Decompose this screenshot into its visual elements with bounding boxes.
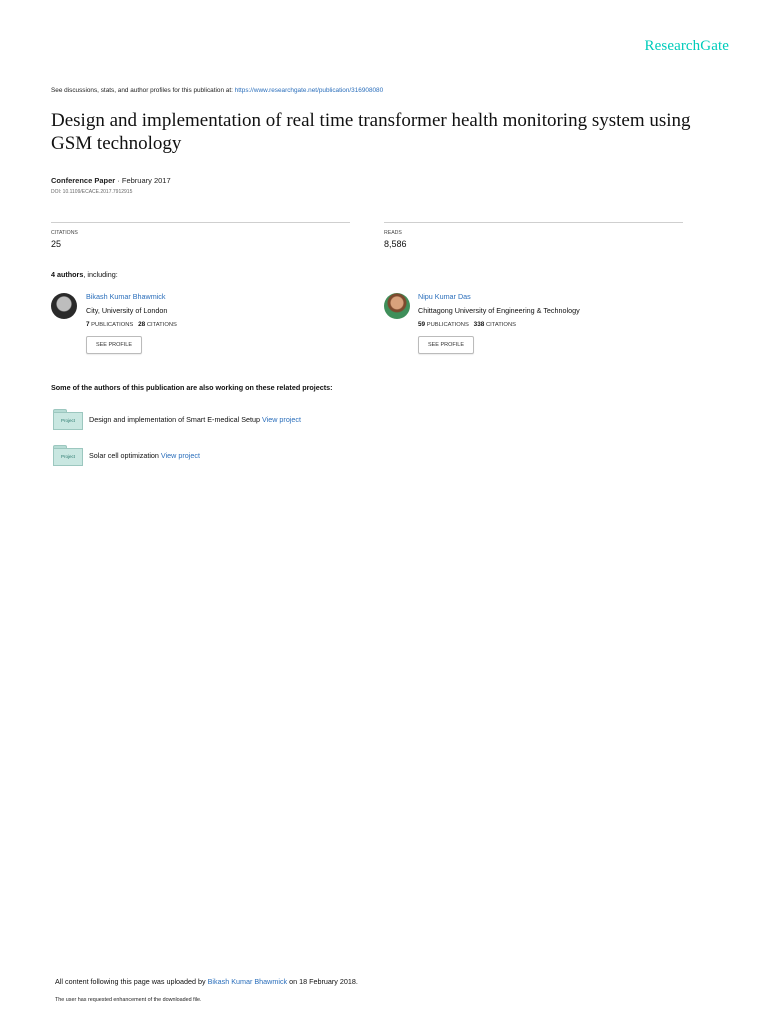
researchgate-logo[interactable]: ResearchGate bbox=[644, 38, 729, 54]
upload-note-prefix: All content following this page was uploaded by bbox=[55, 977, 208, 986]
publication-title: Design and implementation of real time transformer health monitoring system using GSM technology bbox=[51, 110, 691, 154]
authors-heading-suffix: , including: bbox=[83, 270, 118, 279]
author-stats bbox=[86, 321, 177, 328]
author-publications-count: 7 bbox=[86, 321, 90, 328]
publication-type: Conference Paper bbox=[51, 176, 116, 185]
author-affiliation: City, University of London bbox=[86, 306, 168, 315]
author-stats bbox=[418, 321, 516, 328]
author-publications-label: PUBLICATIONS bbox=[89, 322, 134, 328]
view-project-link[interactable]: View project bbox=[160, 451, 200, 460]
author-citations-label: CITATIONS bbox=[484, 322, 516, 328]
project-item bbox=[89, 451, 200, 460]
publication-url-link[interactable]: https://www.researchgate.net/publication/316908080 bbox=[234, 87, 384, 94]
related-projects-heading: Some of the authors of this publication are also working on these related projects: bbox=[51, 383, 333, 392]
folder-body: Project bbox=[53, 448, 83, 466]
citations-label: CITATIONS bbox=[51, 230, 78, 236]
publication-meta bbox=[51, 176, 171, 185]
publication-doi: DOI: 10.1109/ECACE.2017.7912915 bbox=[51, 189, 133, 195]
enhancement-note: The user has requested enhancement of the downloaded file. bbox=[55, 997, 202, 1003]
publication-date: · February 2017 bbox=[115, 176, 171, 185]
discussion-text: See discussions, stats, and author profiles for this publication at: bbox=[51, 87, 235, 94]
citations-count: 25 bbox=[51, 239, 62, 249]
author-affiliation: Chittagong University of Engineering & Technology bbox=[418, 306, 580, 315]
author-citations-label: CITATIONS bbox=[145, 322, 177, 328]
upload-note bbox=[55, 977, 358, 986]
authors-heading bbox=[51, 270, 118, 279]
folder-body: Project bbox=[53, 412, 83, 430]
discussion-line bbox=[51, 87, 383, 94]
project-name: Solar cell optimization bbox=[89, 451, 161, 460]
reads-count: 8,586 bbox=[384, 239, 407, 249]
see-profile-button[interactable]: SEE PROFILE bbox=[86, 336, 142, 354]
author-name-link[interactable]: Nipu Kumar Das bbox=[418, 292, 471, 301]
author-publications-count: 59 bbox=[418, 321, 426, 328]
author-avatar[interactable] bbox=[51, 293, 77, 319]
upload-note-suffix: on 18 February 2018. bbox=[287, 977, 358, 986]
uploader-link[interactable]: Bikash Kumar Bhawmick bbox=[207, 977, 288, 986]
reads-divider bbox=[384, 222, 683, 223]
project-item bbox=[89, 415, 301, 424]
see-profile-button[interactable]: SEE PROFILE bbox=[418, 336, 474, 354]
project-folder-icon[interactable] bbox=[53, 445, 83, 465]
citations-divider bbox=[51, 222, 350, 223]
project-name: Design and implementation of Smart E-medical Setup bbox=[89, 415, 262, 424]
reads-label: READS bbox=[384, 230, 402, 236]
author-citations-count: 338 bbox=[473, 321, 485, 328]
view-project-link[interactable]: View project bbox=[261, 415, 302, 424]
project-folder-icon[interactable] bbox=[53, 409, 83, 429]
authors-count: 4 authors bbox=[51, 270, 84, 279]
author-citations-count: 28 bbox=[138, 321, 146, 328]
author-name-link[interactable]: Bikash Kumar Bhawmick bbox=[86, 292, 166, 301]
author-publications-label: PUBLICATIONS bbox=[425, 322, 469, 328]
author-avatar[interactable] bbox=[384, 293, 410, 319]
